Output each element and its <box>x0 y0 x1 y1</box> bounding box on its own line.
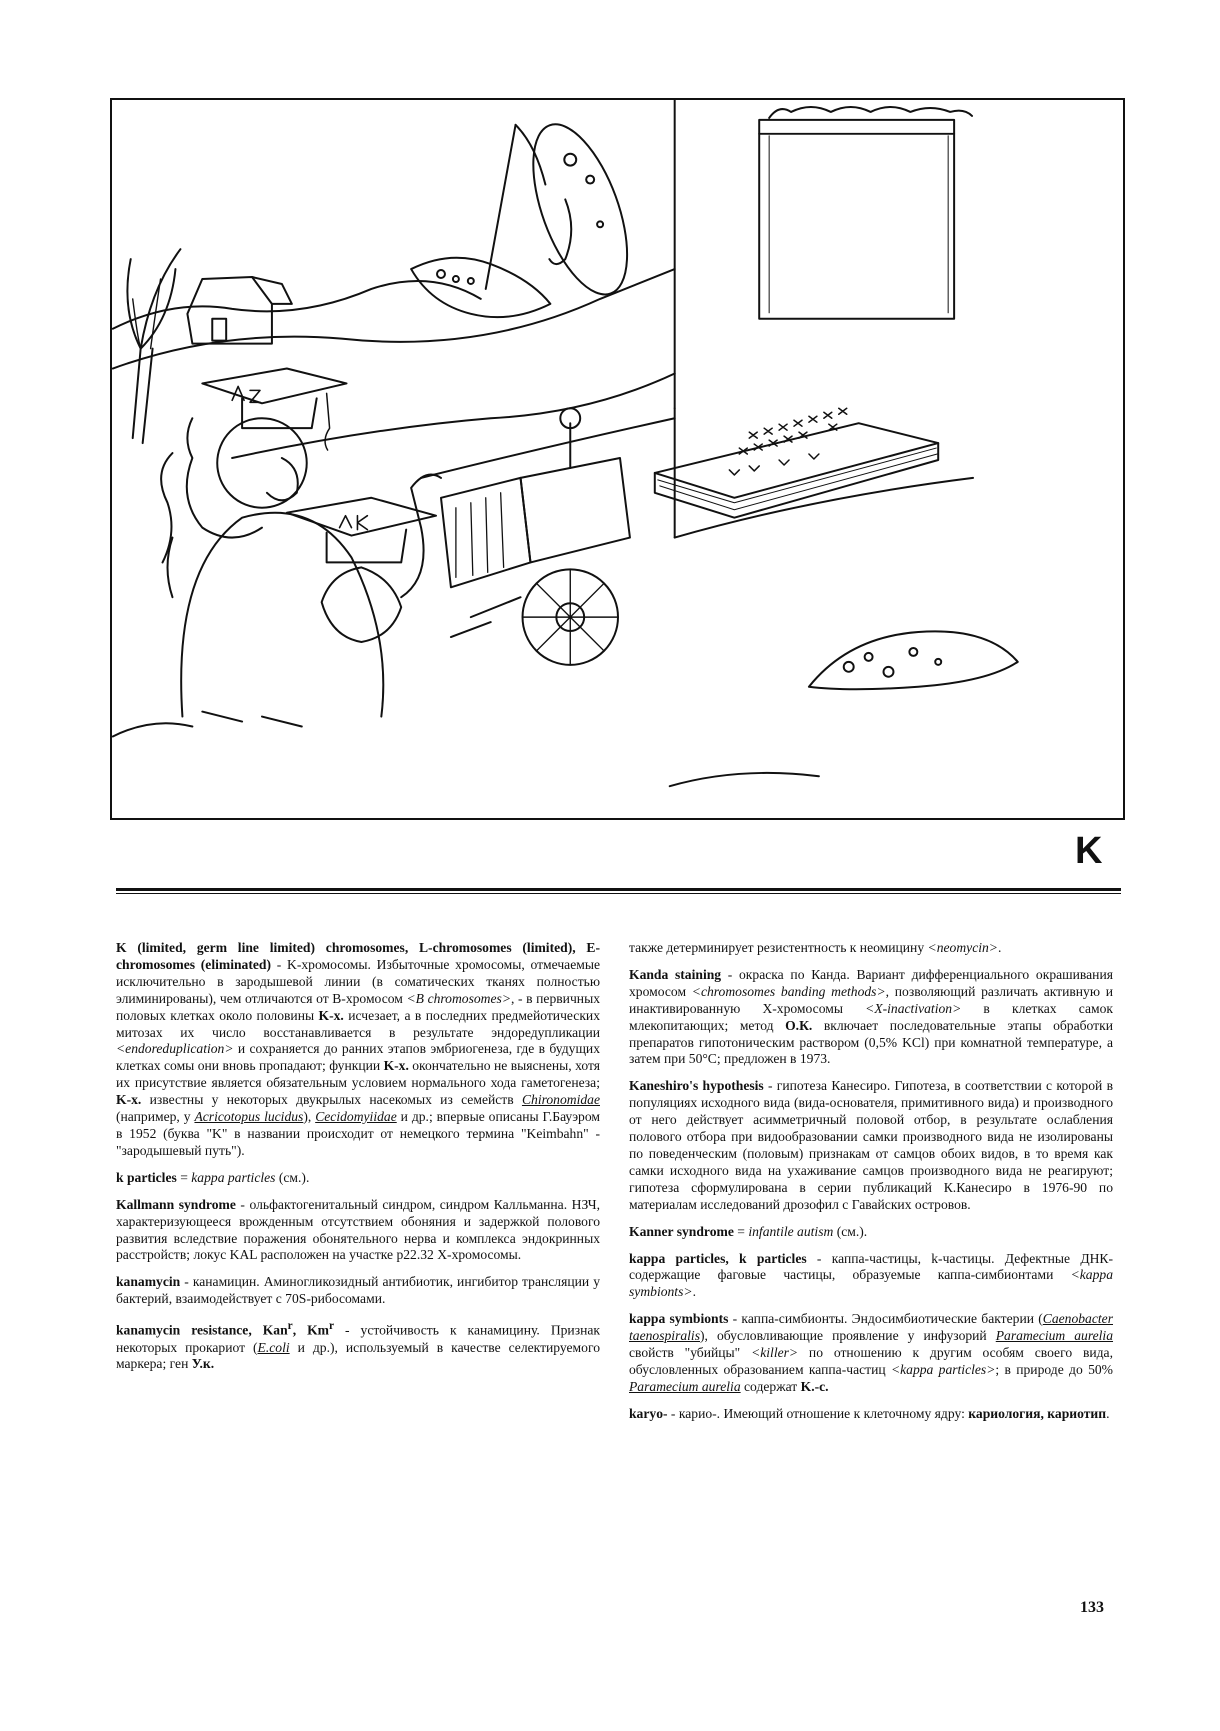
left-column <box>116 940 600 1383</box>
cartoon-illustration <box>110 98 1125 820</box>
professor-figure <box>161 369 383 727</box>
entry-kanamycin-resistance: kanamycin resistance, Kan$^r$, Km$^r$ - устойчивость к канамицину. Признак некоторых прокариот (E.coli и др.), используемый в качестве селектируемого маркера; ген У.к. <box>116 1320 600 1372</box>
entry-kappa-particles: kappa particles, k particles - каппа-частицы, k-частицы. Дефектные ДНК-содержащие фаговые частицы, образуемые каппа-симбионтами <kappa symbionts>. <box>629 1250 1113 1300</box>
tree <box>127 249 180 443</box>
entry-kappa-symbionts: kappa symbionts - каппа-симбионты. Эндосимбиотические бактерии (Caenobacter taenospiralis), обусловливающие проявление у инфузорий Paramecium aurelia свойств "убийцы" <killer> по отношению к другим особям своего вида, обусловленных образованием каппа-частиц <kappa particles>; в природе до 50% Paramecium aurelia содержат K.-с. <box>629 1311 1114 1394</box>
cannon <box>441 408 630 665</box>
paramecium-cell <box>411 112 646 317</box>
hanging-sheet <box>675 100 972 408</box>
entry-kanamycin-resistance-cont: также детерминирует резистентность к неомицину <neomycin>. <box>629 940 1002 955</box>
right-column <box>629 940 1113 1433</box>
entry-kanamycin: kanamycin - канамицин. Аминогликозидный антибиотик, ингибитор трансляции у бактерий, взаимодействует с 70S-рибосомами. <box>116 1274 600 1307</box>
header-rule-thin <box>116 893 1121 894</box>
entry-kaneshiro-hypothesis: Kaneshiro's hypothesis - гипотеза Канесиро. Гипотеза, в соответствии с которой в популяциях исходного вида (вида-основателя, примитивного вида) и производного от него действует асимметричный половой отбор, в результате ослабления полового отбора при видообразовании самки производного вида не изолированы по поведенческим (половым) признакам от самцов обоих видов, в то время как самки исходного вида на ухаживание самцов производного вида не реагируют; гипотеза сформулирована в серии публикаций К.Канесиро в 1976-90 по материалам исследований дрозофил с Гавайских островов. <box>629 1078 1113 1212</box>
page-number: 133 <box>1080 1599 1104 1616</box>
entry-kallmann-syndrome: Kallmann syndrome - ольфактогенитальный синдром, синдром Калльманна. НЗЧ, характеризующееся врожденным отсутствием обоняния и задержкой полового развития вследствие поражения обонятельного нерва и комплекса эндокринных расстройств; локус KAL расположен на участке p22.32 X-хромосомы. <box>116 1196 600 1263</box>
entry-k-chromosomes: K (limited, germ line limited) chromosomes, L-chromosomes (limited), E-chromosomes (eliminated) - K-хромосомы. Избыточные хромосомы, отмечаемые исключительно в зародышевой линии (в соматических тканях полностью элиминированы), чем отличаются от B-хромосом <B chromosomes>, - в первичных половых клетках около половины K-х. исчезает, а в последних предмейотических митозах их число восстанавливается в результате эндоредупликации <endoreduplication> и сохраняется до ранних этапов эмбриогенеза, где в будущих клетках сомы они вновь пропадают; функции K-х. окончательно не выяснены, хотя их присутствие является обязательным условием нормального хода гаметогенеза; K-х. известны у некоторых двукрылых насекомых из семейств Chironomidae (например, у Acricotopus lucidus), Cecidomyiidae и др.; впервые описаны Г.Бауэром в 1952 (буква "K" в названии происходит от немецкого термина "Keimbahn" - "зародышевый путь"). <box>116 940 600 1158</box>
bacterium-cell <box>809 631 1018 689</box>
entry-kanda-staining: Kanda staining - окраска по Канда. Вариант дифференциального окрашивания хромосом <chromosomes banding methods>, позволяющий различать активную и инактивированную X-хромосомы <X-inactivation> в клетках самок млекопитающих; метод О.К. включает последовательные этапы обработки препаратов гипотоническим раствором (0,5% KCl) при комнатной температуре, а затем при 50°C; предложен в 1973. <box>629 966 1113 1067</box>
header-rule <box>116 888 1121 891</box>
entry-karyo: karyo- - карио-. Имеющий отношение к клеточному ядру: кариология, кариотип. <box>629 1405 1110 1421</box>
paper-stack <box>655 408 938 517</box>
landscape <box>113 269 973 786</box>
entry-k-particles: k particles = kappa particles (см.). <box>116 1169 310 1185</box>
entry-kanner-syndrome: Kanner syndrome = infantile autism (см.). <box>629 1223 868 1239</box>
student-figure <box>287 475 441 642</box>
section-letter: K <box>1075 830 1103 872</box>
